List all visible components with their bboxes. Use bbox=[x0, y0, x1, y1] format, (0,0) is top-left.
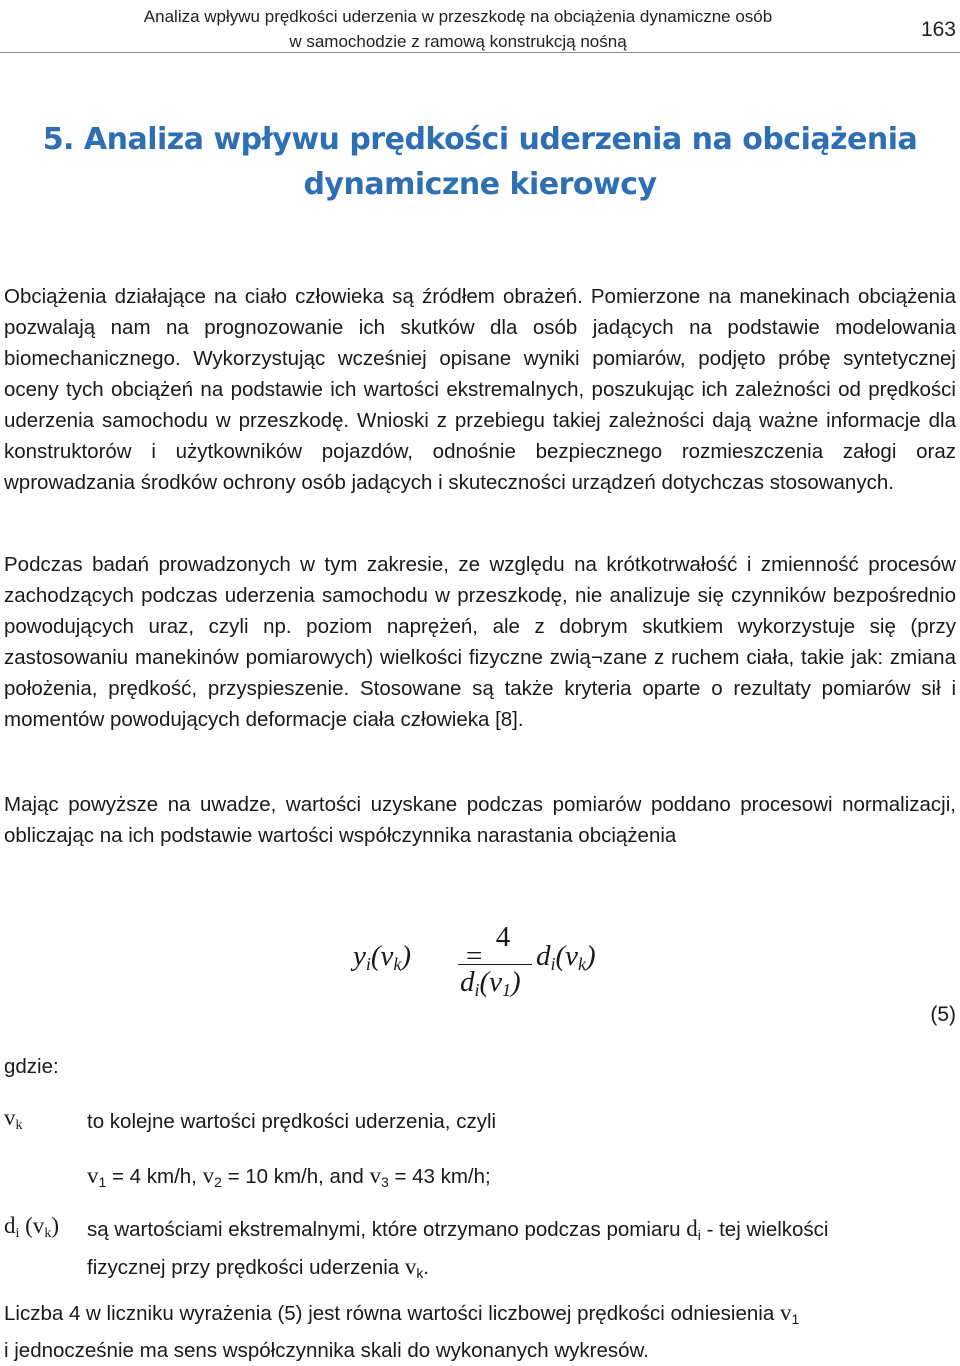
running-title-line1: Analiza wpływu prędkości uderzenia w przeszkodę na obciążenia dynamiczne osób bbox=[143, 7, 773, 26]
equation-number: (5) bbox=[930, 1003, 956, 1026]
paragraph-3: Mając powyższe na uwadze, wartości uzyskane podczas pomiarów poddano procesowi normalizacji, obliczając na ich podstawie wartości współczynnika narastania obciążenia bbox=[4, 793, 956, 847]
definition-vk: to kolejne wartości prędkości uderzenia, czyli bbox=[87, 1110, 497, 1133]
speed-values: $v_1 = 4$ km/h, $v_2 = 10$ km/h, and $v_3 = 43$ km/h; bbox=[87, 1163, 491, 1190]
page-number: 163 bbox=[920, 18, 956, 41]
symbol-vk: $v_k$ bbox=[4, 1105, 23, 1133]
equation-rhs: $d_i(v_k)$ bbox=[536, 940, 596, 974]
paragraph-2: Podczas badań prowadzonych w tym zakresie, ze względu na krótkotrwałość i zmienność procesów zachodzących podczas uderzenia samochodu w przeszkodę, nie analizuje się czynników bezpośrednio powodujących uraz, czyli np. poziom naprężeń, ale z dobrym skutkiem wykorzystuje się (przy zastosowaniu manekinów pomiarowych) wielkości fizyczne zwią¬zane z ruchem ciała, takie jak: zmiana położenia, prędkość, przyspieszenie. Stosowane są także kryteria oparte o rezultaty pomiarów sił i momentów powodujących deformacje ciała człowieka [8]. bbox=[4, 553, 956, 731]
where-label: gdzie: bbox=[4, 1055, 59, 1078]
definition-di: są wartościami ekstremalnymi, które otrzymano podczas pomiaru $d_i$ - tej wielkości fizycznej przy prędkości uderzenia $v_k$. bbox=[87, 1216, 829, 1281]
running-title-line2: w samochodzie z ramową konstrukcją nośną bbox=[289, 32, 627, 51]
equation-lhs: $y_i(v_k)$ bbox=[353, 940, 412, 974]
chapter-title bbox=[40, 117, 920, 207]
chapter-title-line1: 5. Analiza wpływu prędkości uderzenia na obciążenia bbox=[42, 122, 918, 157]
paragraph-4: Liczba 4 w liczniku wyrażenia (5) jest równa wartości liczbowej prędkości odniesienia $v_1$ i jednocześnie ma sens współczynnika skali do wykonanych wykresów. bbox=[4, 1300, 800, 1362]
symbol-di: $d_i$ $(v_k)$ bbox=[4, 1213, 59, 1241]
fraction-numerator: 4 bbox=[495, 921, 511, 953]
running-head bbox=[88, 4, 828, 54]
paragraph-1: Obciążenia działające na ciało człowieka są źródłem obrażeń. Pomierzone na manekinach obciążenia pozwalają nam na prognozowanie ich skutków dla osób jadących na podstawie modelowania biomechanicznego. Wykorzystując wcześniej opisane wyniki pomiarów, podjęto próbę syntetycznej oceny tych obciążeń na podstawie ich wartości ekstremalnych, poszukując ich zależności od prędkości uderzenia samochodu w przeszkodę. Wnioski z przebiegu takiej zależności dają ważne informacje dla konstruktorów i użytkowników pojazdów, odnośnie bezpiecznego rozmieszczenia załogi oraz wprowadzania środków ochrony osób jadących i skuteczności urządzeń dotychczas stosowanych. bbox=[4, 285, 956, 494]
header-divider bbox=[0, 52, 960, 53]
chapter-title-line2: dynamiczne kierowcy bbox=[303, 167, 657, 202]
fraction-bar bbox=[458, 964, 532, 965]
equals-sign: = bbox=[466, 940, 483, 972]
fraction-denominator: $d_i(v_1)$ bbox=[460, 966, 521, 1000]
equation-5 bbox=[350, 918, 650, 1008]
